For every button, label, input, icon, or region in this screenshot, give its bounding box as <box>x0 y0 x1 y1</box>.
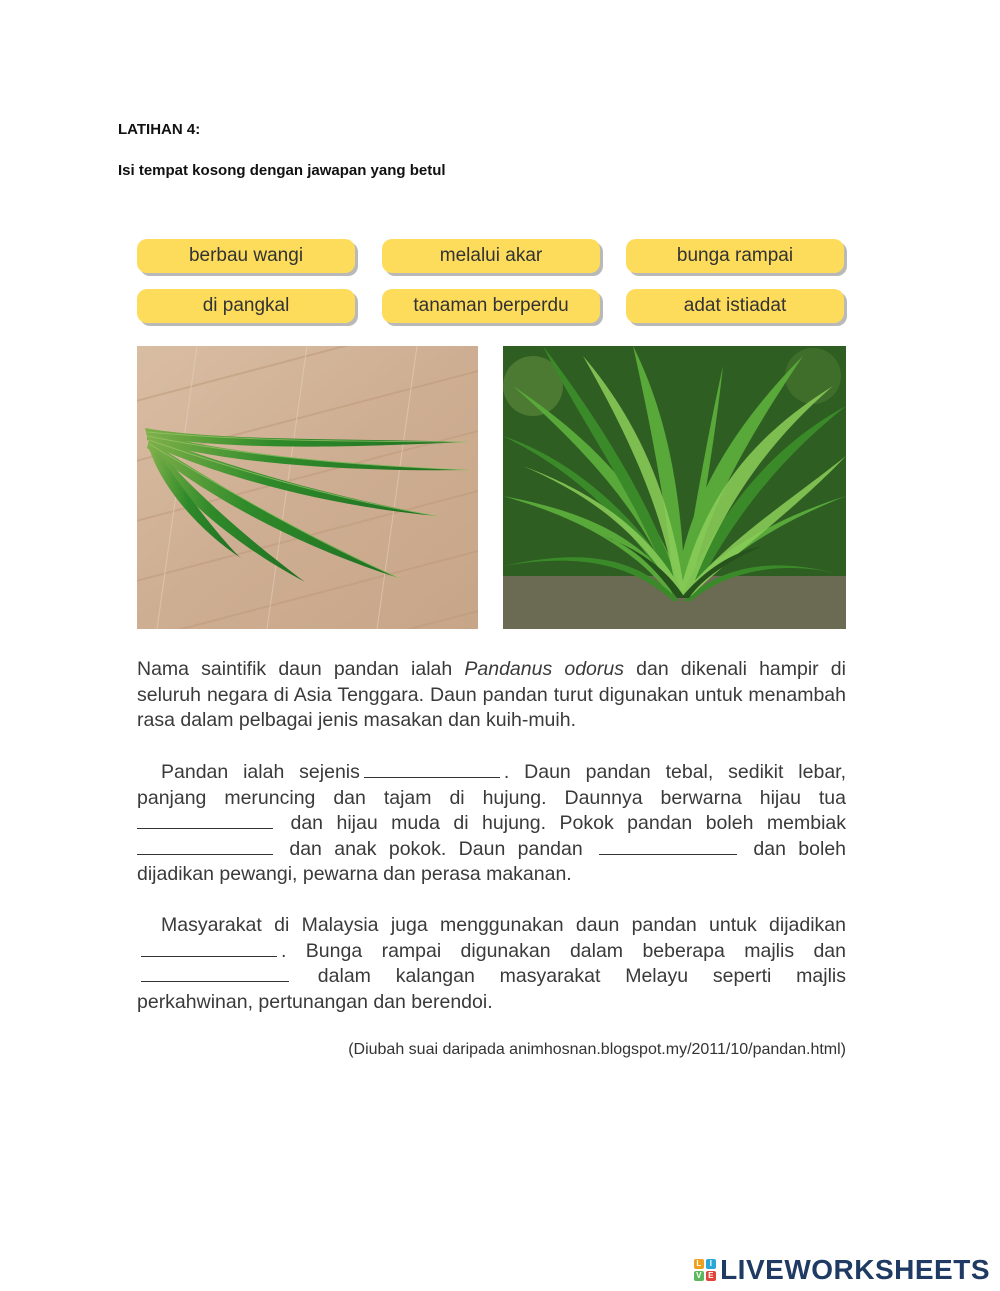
desc-text-3: dan hijau muda di hujung. Pokok pandan boleh membiak <box>290 812 847 834</box>
word-chip-6[interactable]: adat istiadat <box>626 289 844 323</box>
intro-text-1: Nama saintifik daun pandan ialah <box>137 658 465 680</box>
source-citation: (Diubah suai daripada animhosnan.blogspot.my/2011/10/pandan.html) <box>348 1041 846 1058</box>
desc-text-4: dan anak pokok. Daun pandan <box>289 837 583 860</box>
blank-5[interactable] <box>141 955 277 957</box>
worksheet-title: LATIHAN 4: <box>118 121 201 138</box>
intro-text-2: dan dikenali hampir di seluruh negara di Asia Tenggara. Daun pandan turut digunakan untuk menambah rasa dalam pelbagai jenis masakan dan kuih-muih. <box>137 658 846 731</box>
word-chip-1[interactable]: berbau wangi <box>137 239 355 273</box>
blank-6[interactable] <box>141 980 289 982</box>
blank-4[interactable] <box>599 853 737 855</box>
desc-text-2: . Daun pandan tebal, sedikit lebar, panjang meruncing dan tajam di hujung. Daunnya berwarna hijau tua <box>137 761 847 809</box>
culture-text-2: . Bunga rampai digunakan dalam beberapa majlis dan <box>281 939 846 962</box>
intro-paragraph <box>137 657 846 734</box>
desc-text-5: dan boleh dijadikan pewangi, pewarna dan perasa makanan. <box>137 837 847 885</box>
brand-grid-icon <box>694 1259 716 1281</box>
instruction-text: Isi tempat kosong dengan jawapan yang betul <box>118 162 446 179</box>
scientific-name: Pandanus odorus <box>464 658 624 680</box>
word-chip-5[interactable]: tanaman berperdu <box>382 289 600 323</box>
blank-3[interactable] <box>137 853 273 855</box>
desc-text-1: Pandan ialah sejenis <box>161 761 360 783</box>
description-paragraph <box>137 760 846 888</box>
word-chip-4[interactable]: di pangkal <box>137 289 355 323</box>
brand-letter-v: V <box>694 1271 704 1281</box>
pandan-plant-photo <box>503 346 846 629</box>
liveworksheets-logo[interactable] <box>694 1254 990 1286</box>
blank-2[interactable] <box>137 827 273 829</box>
pandan-leaves-photo <box>137 346 478 629</box>
culture-text-3: dalam kalangan masyarakat Melayu seperti majlis perkahwinan, pertunangan dan berendoi. <box>137 965 846 1013</box>
brand-letter-i: I <box>706 1259 716 1269</box>
word-chip-2[interactable]: melalui akar <box>382 239 600 273</box>
blank-1[interactable] <box>364 776 500 778</box>
brand-letter-l: L <box>694 1259 704 1269</box>
brand-name: LIVEWORKSHEETS <box>720 1254 990 1285</box>
word-chip-3[interactable]: bunga rampai <box>626 239 844 273</box>
word-bank <box>137 239 849 329</box>
brand-letter-e: E <box>706 1271 716 1281</box>
culture-paragraph <box>137 913 846 1015</box>
culture-text-1: Masyarakat di Malaysia juga menggunakan daun pandan untuk dijadikan <box>161 914 846 936</box>
